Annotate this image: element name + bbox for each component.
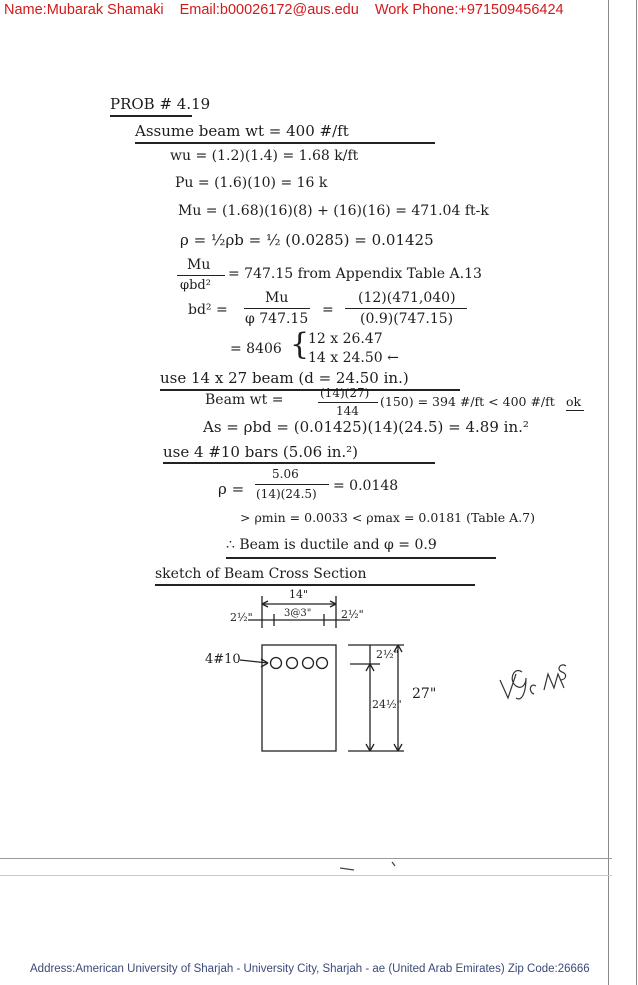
rho-den: (14)(24.5) xyxy=(256,487,317,501)
option-14: 14 x 24.50 ← xyxy=(308,350,399,366)
line-as: As = ρbd = (0.01425)(14)(24.5) = 4.89 in.² xyxy=(203,418,529,436)
dim-effective-depth: 24½" xyxy=(372,698,402,711)
header-phone: Work Phone:+971509456424 xyxy=(374,2,564,18)
bd2-num: Mu xyxy=(265,290,289,306)
line-rho: ρ = ½ρb = ½ (0.0285) = 0.01425 xyxy=(180,231,434,249)
bd2-value: = 8406 xyxy=(230,341,282,357)
ok-mark: ok xyxy=(566,394,582,409)
frac-den: φbd² xyxy=(180,278,211,293)
signature-initials xyxy=(500,665,566,699)
dim-right-cover: 2½" xyxy=(341,608,364,621)
line-use-beam: use 14 x 27 beam (d = 24.50 in.) xyxy=(160,369,409,387)
option-12: 12 x 26.47 xyxy=(308,331,383,347)
rebar-circles xyxy=(271,658,328,669)
problem-title: PROB # 4.19 xyxy=(110,95,211,113)
line-use-bars: use 4 #10 bars (5.06 in.²) xyxy=(163,443,359,461)
address-footer: Address:American University of Sharjah - University City, Sharjah - ae (United Arab Emirates) Zip Code:26666 xyxy=(30,963,590,975)
line-table: = 747.15 from Appendix Table A.13 xyxy=(228,266,482,282)
dim-left-cover: 2½" xyxy=(230,611,253,624)
header-name: Name:Mubarak Shamaki xyxy=(4,2,164,18)
bd2-den2: (0.9)(747.15) xyxy=(360,311,454,327)
line-assume: Assume beam wt = 400 #/ft xyxy=(135,122,349,140)
line-mu: Mu = (1.68)(16)(8) + (16)(16) = 471.04 ft-k xyxy=(178,203,489,219)
bd2-num2: (12)(471,040) xyxy=(358,290,456,306)
line-sketch: sketch of Beam Cross Section xyxy=(155,566,367,582)
frac-num: Mu xyxy=(187,257,211,273)
beamwt-den: 144 xyxy=(336,404,359,418)
line-ductile: ∴ Beam is ductile and φ = 0.9 xyxy=(226,537,437,553)
line-wu: wu = (1.2)(1.4) = 1.68 k/ft xyxy=(170,148,359,164)
dim-width: 14" xyxy=(289,588,309,601)
bars-label: 4#10 xyxy=(205,652,241,667)
scan-marks xyxy=(340,862,395,870)
beamwt-result: (150) = 394 #/ft < 400 #/ft xyxy=(380,394,555,409)
bd2-equals: = xyxy=(322,302,334,318)
bd2-label: bd² = xyxy=(188,302,228,318)
dim-top-cover: 2½" xyxy=(376,648,399,661)
rho-result: = 0.0148 xyxy=(333,478,399,494)
line-pu: Pu = (1.6)(10) = 16 k xyxy=(175,175,328,191)
bd2-den: φ 747.15 xyxy=(245,311,309,327)
beamwt-label: Beam wt = xyxy=(205,392,284,408)
header-email: Email:b00026172@aus.edu xyxy=(179,2,359,18)
rho-label: ρ = xyxy=(218,480,245,498)
dim-spacing: 3@3" xyxy=(284,608,312,619)
brace: { xyxy=(290,327,310,362)
dim-total-height: 27" xyxy=(412,686,437,702)
beamwt-num: (14)(27) xyxy=(320,386,370,400)
rho-num: 5.06 xyxy=(272,467,299,481)
line-rho-limits: > ρmin = 0.0033 < ρmax = 0.0181 (Table A.7) xyxy=(240,510,536,525)
